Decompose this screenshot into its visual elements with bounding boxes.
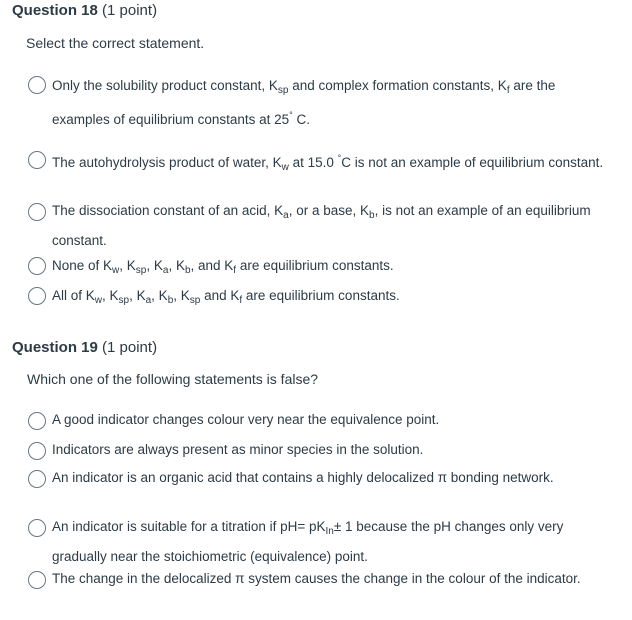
question-points: (1 point): [102, 2, 158, 19]
radio-button[interactable]: [28, 571, 46, 589]
radio-button[interactable]: [28, 76, 46, 94]
radio-button[interactable]: [28, 519, 46, 537]
radio-button[interactable]: [28, 470, 46, 488]
question-18-header: [12, 2, 157, 19]
option-text: None of $K_w$, $K_{sp}$, $K_a$, $K_b$, and $K_f$ are equilibrium constants.: [52, 258, 394, 276]
q18-option-4[interactable]: [28, 256, 608, 280]
radio-button[interactable]: [28, 412, 46, 430]
option-text: The change in the delocalized π system causes the change in the colour of the indicator.: [52, 571, 581, 586]
q18-option-3[interactable]: [28, 202, 608, 250]
q18-option-5[interactable]: [28, 286, 608, 310]
radio-button[interactable]: [28, 257, 46, 275]
q19-option-3[interactable]: [28, 469, 608, 517]
option-text: The dissociation constant of an acid, $K_a$, or a base, $K_b$, is not an example of an equilibrium constant.: [52, 203, 591, 248]
radio-button[interactable]: [28, 203, 46, 221]
question-19-prompt: Which one of the following statements is false?: [27, 371, 319, 387]
question-18-prompt: Select the correct statement.: [26, 35, 205, 51]
option-text: The autohydrolysis product of water, $K_w$ at 15.0 °C is not an example of equilibrium constant.: [52, 153, 604, 173]
radio-button[interactable]: [28, 287, 46, 305]
radio-button[interactable]: [28, 151, 46, 169]
q19-option-4[interactable]: [28, 518, 608, 566]
question-number: Question 18: [12, 2, 98, 19]
option-text: A good indicator changes colour very near the equivalence point.: [52, 412, 440, 427]
q18-option-1[interactable]: [28, 75, 608, 127]
question-19-header: [12, 339, 157, 356]
question-points: (1 point): [102, 339, 158, 356]
q19-option-2[interactable]: [28, 441, 608, 465]
option-text: An indicator is suitable for a titration if $pH= pK_{In}\pm 1$ because the pH changes only very gradually near the stoichiometric (equivalence) point.: [52, 519, 564, 564]
q19-option-5[interactable]: [28, 570, 608, 618]
question-number: Question 19: [12, 339, 98, 356]
option-text: An indicator is an organic acid that contains a highly delocalized π bonding network.: [52, 470, 554, 485]
radio-button[interactable]: [28, 442, 46, 460]
q19-option-1[interactable]: [28, 411, 608, 435]
option-text: Only the solubility product constant, $K_{sp}$ and complex formation constants, $K_f$ are the examples of equilibrium constants at 25° C.: [52, 78, 556, 127]
option-text: Indicators are always present as minor species in the solution.: [52, 442, 424, 457]
option-text: All of $K_w$, $K_{sp}$, $K_a$, $K_b$, $K_{sp}$ and $K_f$ are equilibrium constants.: [52, 288, 400, 306]
q18-option-2[interactable]: [28, 150, 608, 198]
